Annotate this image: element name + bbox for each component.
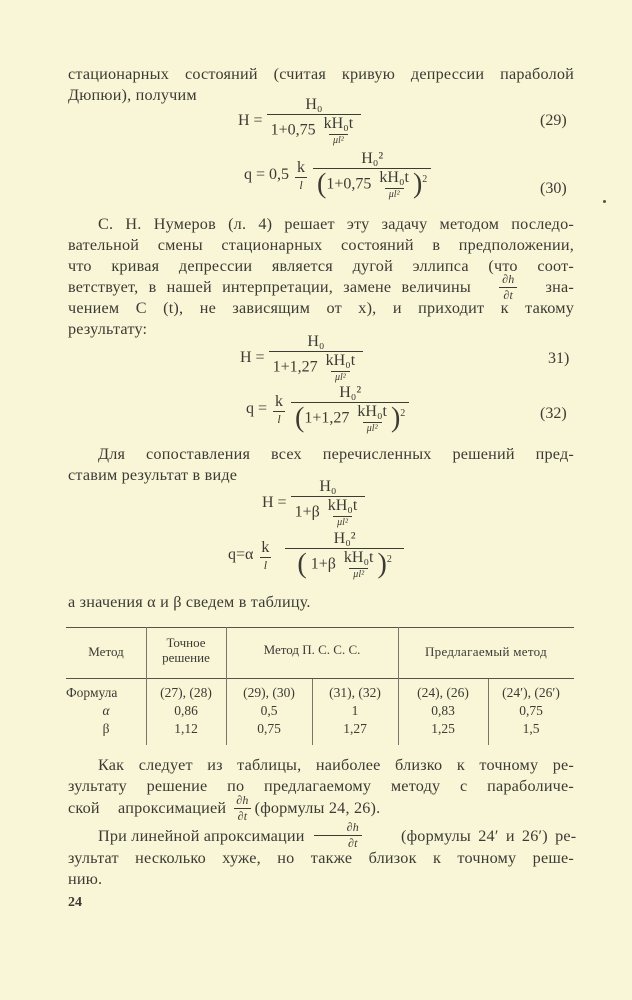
fraction	[267, 96, 362, 147]
table-cell: 1	[351, 703, 359, 718]
header-pssc: Метод П. С. С. С.	[263, 642, 361, 657]
header-proposed: Предлагаемый метод	[424, 644, 548, 659]
factor-numerator: k	[275, 392, 284, 410]
fraction-numerator: H₀²	[361, 150, 384, 167]
table-cell: 0,86	[174, 703, 198, 718]
paragraph-conclusion	[68, 755, 574, 821]
eq-lhs: q =	[246, 400, 268, 418]
table-cell: 1,12	[174, 721, 198, 736]
factor-denominator: l	[260, 557, 271, 572]
header-exact-line2: решение	[162, 650, 210, 665]
fraction-denominator	[291, 402, 409, 434]
text-line: чением C (t), не зависящим от x), и приходит к такому	[68, 299, 574, 318]
text-line: стационарных состояний (считая кривую депрессии параболой	[68, 65, 574, 83]
equation-30	[244, 150, 431, 201]
fraction-denominator	[285, 548, 403, 580]
inner-denominator: μl²	[349, 568, 368, 581]
fraction-numerator: H₀	[319, 478, 337, 495]
fraction	[313, 150, 431, 201]
derivative-numerator: ∂h	[236, 793, 249, 807]
derivative-fraction	[232, 794, 252, 823]
equation-number: (29)	[540, 112, 567, 129]
derivative-fraction	[313, 821, 363, 850]
fraction-numerator: H₀	[307, 333, 325, 350]
header-method: Метод	[88, 644, 124, 659]
fraction	[269, 333, 364, 384]
factor-numerator: k	[297, 158, 306, 176]
table-cell: (24), (26)	[417, 685, 469, 700]
denominator-prefix: 1+0,75	[270, 121, 316, 139]
text-segment: зна-	[545, 277, 574, 296]
inner-fraction	[340, 549, 378, 580]
eq-lhs: q=α	[228, 546, 254, 564]
eq-lhs: H =	[238, 112, 263, 130]
inner-numerator: kH₀t	[343, 549, 374, 567]
paragraph-numerov	[68, 214, 574, 340]
inner-numerator: kH₀t	[325, 352, 356, 370]
left-paren: (	[297, 549, 307, 581]
text-line: Дюпюи), получим	[68, 85, 197, 104]
table-cell: (31), (32)	[329, 685, 381, 700]
factor-denominator: l	[295, 177, 306, 192]
text-line: нию.	[68, 869, 103, 888]
text-line: а значения α и β сведем в таблицу.	[68, 593, 311, 611]
denominator-prefix: 1+1,27	[304, 409, 350, 427]
table-top-rule	[66, 627, 574, 628]
exponent: 2	[400, 408, 406, 420]
table-cell: (24′), (26′)	[502, 685, 560, 700]
denominator-prefix: 1+β	[310, 555, 336, 573]
inner-denominator: μl²	[333, 516, 352, 529]
inner-numerator: kH₀t	[323, 115, 354, 133]
exponent: 2	[386, 554, 392, 566]
text-segment: При линейной апроксимации	[98, 826, 305, 845]
denominator-prefix: 1+0,75	[326, 175, 372, 193]
text-line: зультату решение по предлагаемому методу с параболиче-	[68, 776, 574, 795]
inner-fraction	[324, 497, 362, 528]
text-line	[68, 820, 577, 851]
inner-fraction	[353, 403, 391, 434]
equation-31	[240, 333, 363, 384]
table-cell: 1,5	[522, 721, 540, 736]
table-cell: 0,5	[260, 703, 278, 718]
text-line: С. Н. Нумеров (л. 4) решает эту задачу методом последо-	[98, 215, 574, 233]
paragraph-linear	[68, 820, 577, 890]
text-line	[68, 271, 574, 302]
text-segment: ветствует, в нашей интерпретации, замене величины	[68, 277, 471, 296]
eq-lhs: q = 0,5	[244, 166, 290, 184]
factor-numerator: k	[261, 538, 270, 556]
fraction	[291, 384, 409, 435]
text-line: зультат несколько хуже, но также близок к точному реше-	[68, 849, 574, 867]
row-label-formula: Формула	[66, 685, 118, 700]
inner-fraction	[375, 169, 413, 200]
text-line: Для сопоставления всех перечисленных решений пред-	[98, 445, 574, 463]
text-segment: ской апроксимацией	[68, 799, 227, 818]
factor-fraction	[257, 539, 273, 573]
fraction	[291, 478, 366, 529]
derivative-denominator: ∂t	[234, 808, 252, 823]
inner-numerator: kH₀t	[379, 169, 409, 187]
inner-denominator: μl²	[331, 371, 350, 384]
fraction-denominator	[267, 114, 362, 146]
table-cell: 1,25	[431, 721, 455, 736]
derivative-denominator: ∂t	[499, 287, 517, 302]
row-label-alpha: α	[102, 703, 110, 718]
equation-29	[238, 96, 361, 147]
derivative-numerator: ∂h	[502, 271, 515, 286]
inner-numerator: kH₀t	[357, 403, 387, 421]
text-line: ставим результат в виде	[68, 465, 238, 484]
text-line: Как следует из таблицы, наиболее близко к точному ре-	[98, 756, 574, 774]
fraction-denominator	[313, 168, 431, 200]
table-header-rule	[66, 678, 574, 679]
table-cell: 1,27	[343, 721, 367, 736]
left-paren: (	[317, 169, 327, 201]
fraction-denominator	[269, 351, 364, 383]
fraction-numerator: H₀	[305, 96, 323, 113]
inner-denominator: μl²	[329, 134, 348, 147]
fraction-denominator	[291, 496, 366, 528]
print-speck	[603, 200, 606, 203]
text-line	[68, 793, 574, 823]
left-paren: (	[295, 403, 305, 435]
row-label-beta: β	[102, 721, 110, 736]
text-segment: (формулы 24, 26).	[254, 799, 381, 818]
table-cell: 0,75	[519, 703, 543, 718]
equation-general-q	[228, 530, 404, 581]
equation-32	[246, 384, 409, 435]
text-line: результату:	[68, 320, 148, 339]
denominator-prefix: 1+1,27	[272, 358, 318, 376]
inner-denominator: μl²	[385, 188, 404, 201]
equation-general-h	[262, 478, 365, 529]
table-cell: (29), (30)	[243, 685, 295, 700]
factor-fraction	[293, 159, 309, 193]
equation-number: (32)	[540, 405, 567, 422]
table-cell: (27), (28)	[160, 685, 212, 700]
table-cell: 0,75	[257, 721, 281, 736]
factor-denominator: l	[273, 411, 284, 426]
inner-fraction	[320, 115, 358, 146]
paragraph-table-intro	[68, 592, 574, 613]
fraction-numerator: H₀²	[339, 384, 362, 401]
fraction-numerator: H₀²	[333, 530, 356, 547]
page-number: 24	[68, 895, 82, 910]
equation-number: 31)	[548, 350, 570, 367]
factor-fraction	[271, 393, 287, 427]
eq-lhs: H =	[262, 494, 287, 512]
text-line: вательной смены стационарных состояний в предположении,	[68, 235, 574, 254]
table-cell: 0,83	[431, 703, 455, 718]
text-segment: (формулы 24′ и 26′) ре-	[401, 826, 577, 845]
inner-numerator: kH₀t	[327, 497, 358, 515]
exponent: 2	[422, 174, 428, 186]
inner-denominator: μl²	[363, 422, 382, 435]
equation-number: (30)	[540, 180, 567, 197]
header-exact-line1: Точное	[166, 635, 206, 650]
right-paren: )	[412, 169, 423, 201]
derivative-numerator: ∂h	[346, 820, 359, 835]
text-line: что кривая депрессии является дугой эллипса (что соот-	[68, 256, 574, 275]
fraction	[285, 530, 403, 581]
inner-fraction	[322, 352, 360, 383]
denominator-prefix: 1+β	[294, 503, 320, 521]
derivative-denominator: ∂t	[314, 835, 362, 850]
header-exact	[146, 635, 226, 665]
right-paren: )	[377, 549, 387, 581]
eq-lhs: H =	[240, 349, 265, 367]
right-paren: )	[390, 403, 401, 435]
